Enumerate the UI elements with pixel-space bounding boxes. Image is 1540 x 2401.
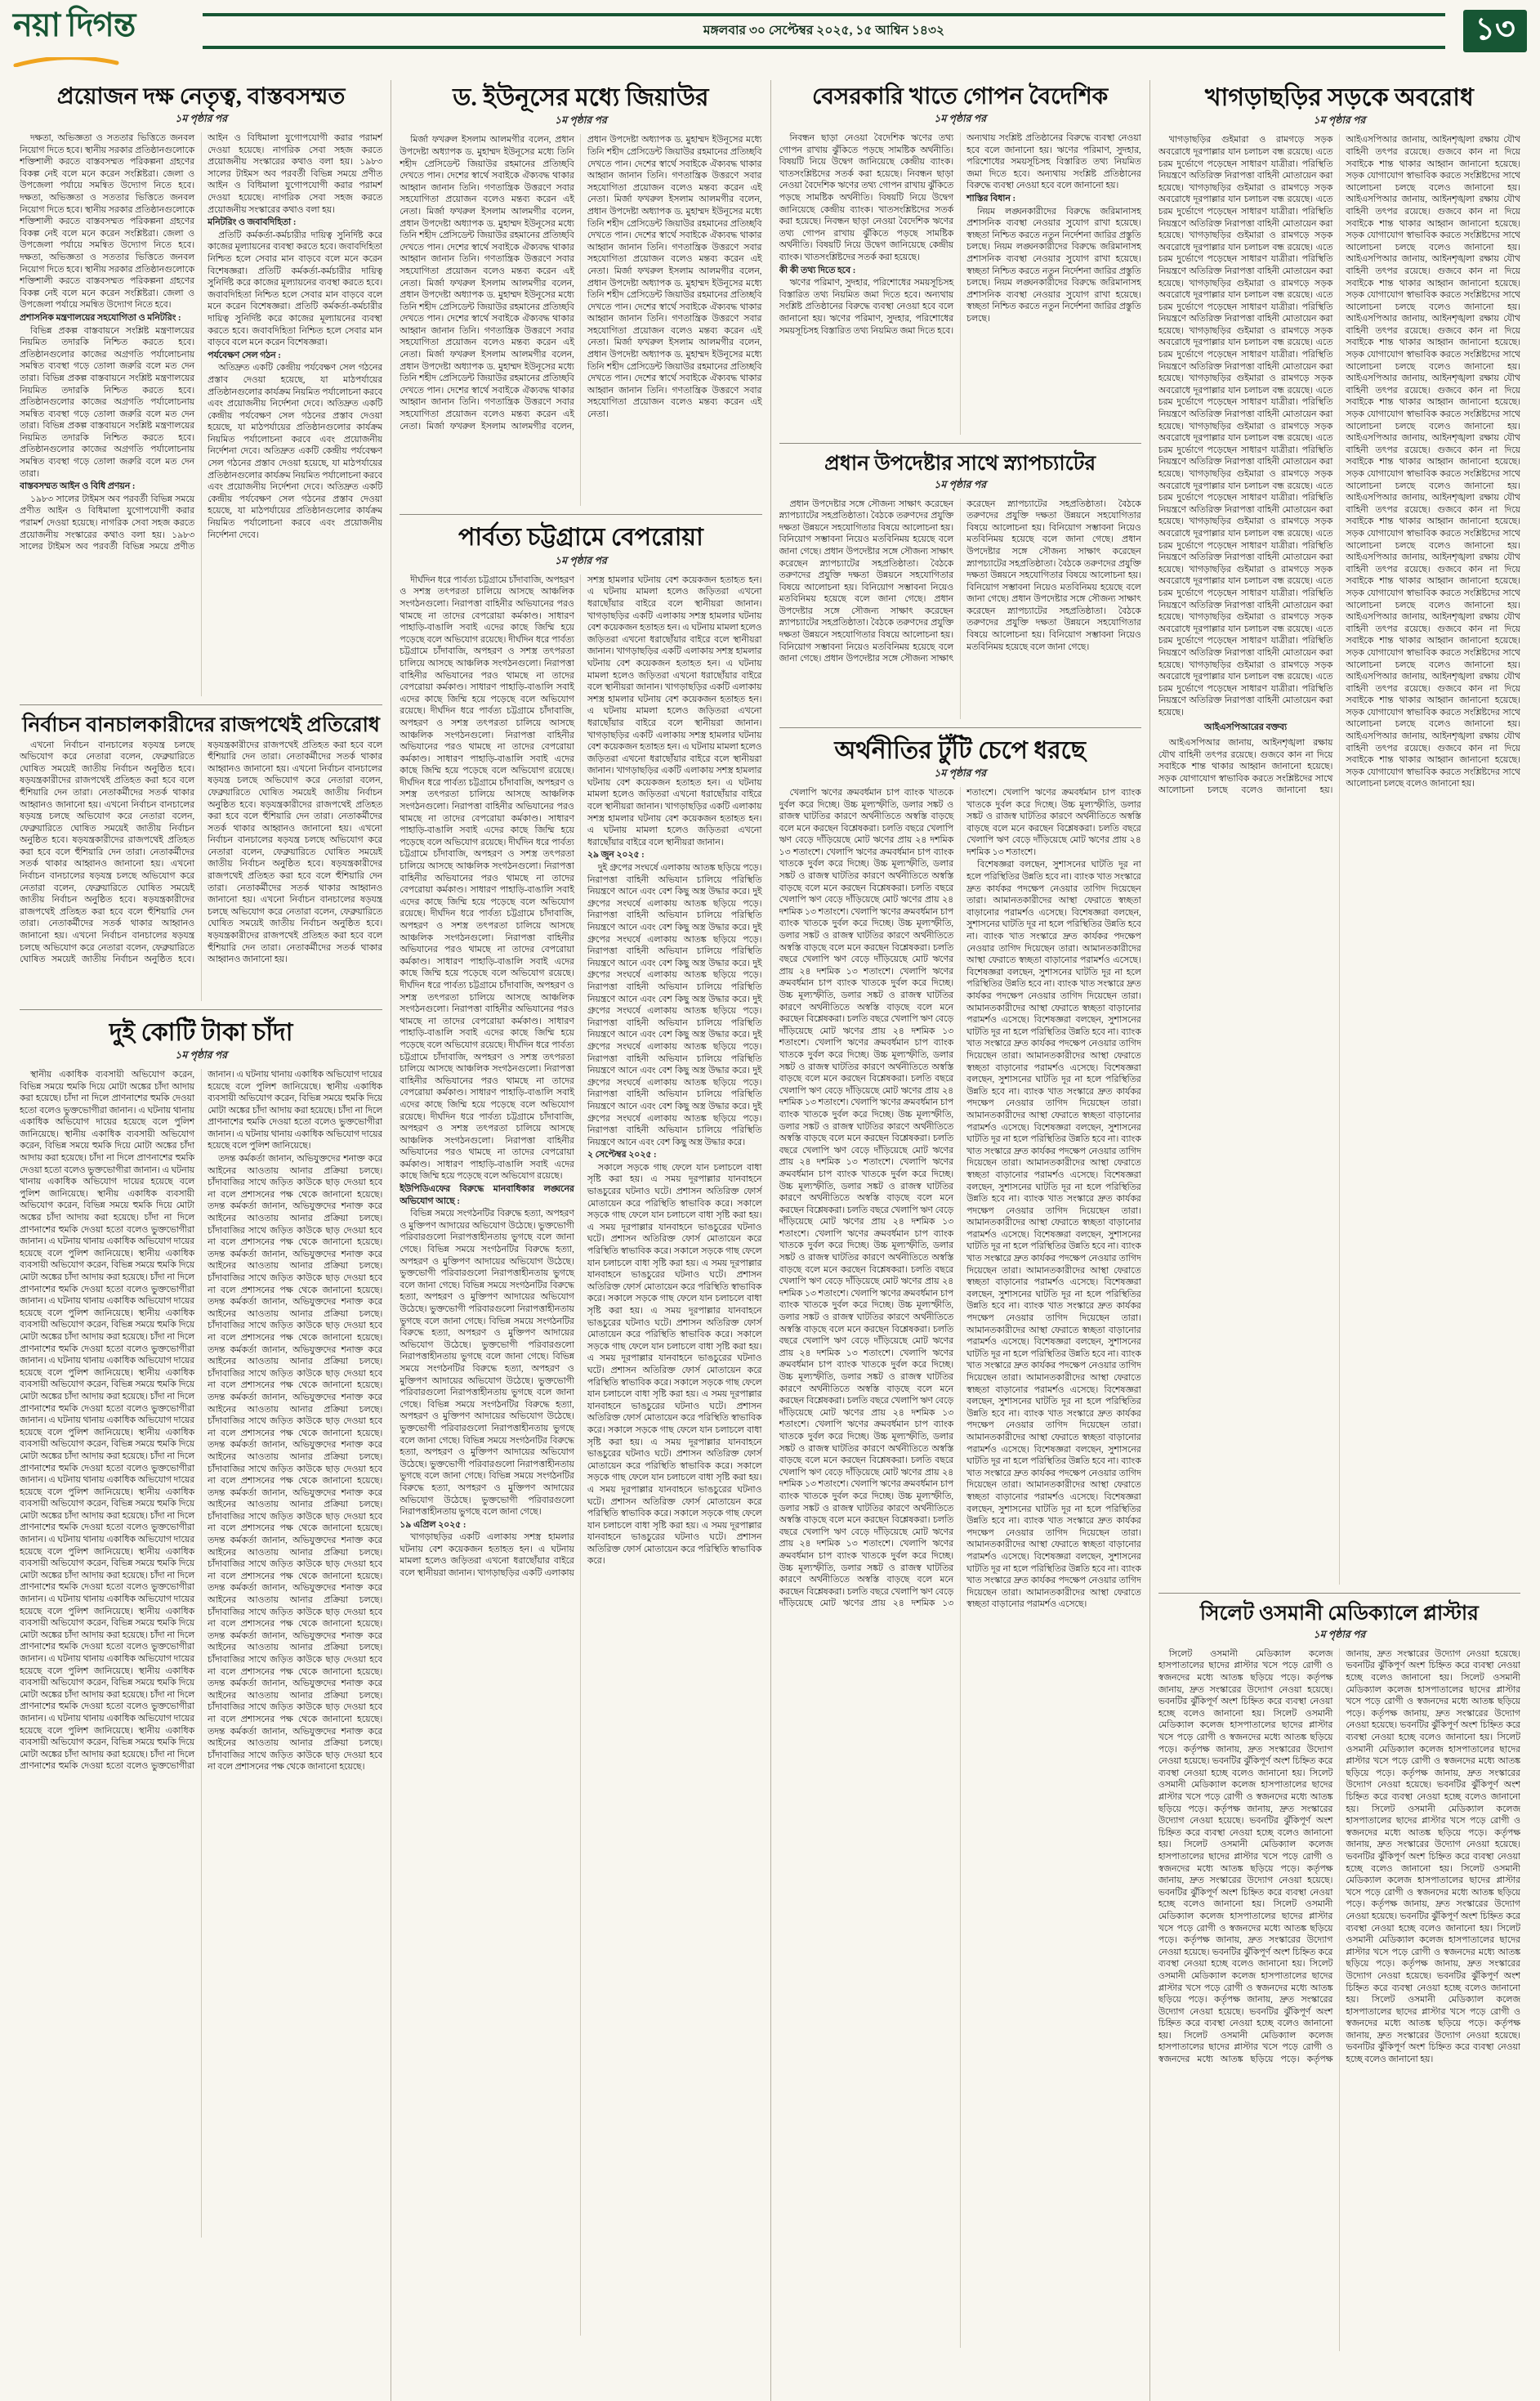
body-paragraph: আইএসপিআর জানায়, আইনশৃঙ্খলা রক্ষায় যৌথ বাহিনী তৎপর রয়েছে। গুজবে কান না দিয়ে সবাইকে শান্ত থাকার আহ্বান জানানো হয়েছে। সড়ক যোগাযোগ স্বাভাবিক করতে সংশ্লিষ্টদের সাথে আলোচনা চলছে বলেও জানানো হয়। আইএসপিআর জানায়, আইনশৃঙ্খলা রক্ষায় যৌথ বাহিনী তৎপর রয়েছে। গুজবে কান না দিয়ে সবাইকে শান্ত থাকার আহ্বান জানানো হয়েছে। সড়ক যোগাযোগ স্বাভাবিক করতে সংশ্লিষ্টদের সাথে আলোচনা চলছে বলেও জানানো হয়। আইএসপিআর জানায়, আইনশৃঙ্খলা রক্ষায় যৌথ বাহিনী তৎপর রয়েছে। গুজবে কান না দিয়ে সবাইকে শান্ত থাকার আহ্বান জানানো হয়েছে। সড়ক যোগাযোগ স্বাভাবিক করতে সংশ্লিষ্টদের সাথে আলোচনা চলছে বলেও জানানো হয়। আইএসপিআর জানায়, আইনশৃঙ্খলা রক্ষায় যৌথ বাহিনী তৎপর রয়েছে। গুজবে কান না দিয়ে সবাইকে শান্ত থাকার আহ্বান জানানো হয়েছে। সড়ক যোগাযোগ স্বাভাবিক করতে সংশ্লিষ্টদের সাথে আলোচনা চলছে বলেও জানানো হয়। আইএসপিআর জানায়, আইনশৃঙ্খলা রক্ষায় যৌথ বাহিনী তৎপর রয়েছে। গুজবে কান না দিয়ে সবাইকে শান্ত থাকার আহ্বান জানানো হয়েছে। সড়ক যোগাযোগ স্বাভাবিক করতে সংশ্লিষ্টদের সাথে আলোচনা চলছে বলেও জানানো হয়। আইএসপিআর জানায়, আইনশৃঙ্খলা রক্ষায় যৌথ বাহিনী তৎপর রয়েছে। গুজবে কান না দিয়ে সবাইকে শান্ত থাকার আহ্বান জানানো হয়েছে। সড়ক যোগাযোগ স্বাভাবিক করতে সংশ্লিষ্টদের সাথে আলোচনা চলছে বলেও জানানো হয়। আইএসপিআর জানায়, আইনশৃঙ্খলা রক্ষায় যৌথ বাহিনী তৎপর রয়েছে। গুজবে কান না দিয়ে সবাইকে শান্ত থাকার আহ্বান জানানো হয়েছে। সড়ক যোগাযোগ স্বাভাবিক করতে সংশ্লিষ্টদের সাথে আলোচনা চলছে বলেও জানানো হয়। আইএসপিআর জানায়, আইনশৃঙ্খলা রক্ষায় যৌথ বাহিনী তৎপর রয়েছে। গুজবে কান না দিয়ে সবাইকে শান্ত থাকার আহ্বান জানানো হয়েছে। সড়ক যোগাযোগ স্বাভাবিক করতে সংশ্লিষ্টদের সাথে আলোচনা চলছে বলেও জানানো হয়। আইএসপিআর জানায়, আইনশৃঙ্খলা রক্ষায় যৌথ বাহিনী তৎপর রয়েছে। গুজবে কান না দিয়ে সবাইকে শান্ত থাকার আহ্বান জানানো হয়েছে। সড়ক যোগাযোগ স্বাভাবিক করতে সংশ্লিষ্টদের সাথে আলোচনা চলছে বলেও জানানো হয়। আইএসপিআর জানায়, আইনশৃঙ্খলা রক্ষায় যৌথ বাহিনী তৎপর রয়েছে। গুজবে কান না দিয়ে সবাইকে শান্ত থাকার আহ্বান জানানো হয়েছে। সড়ক যোগাযোগ স্বাভাবিক করতে সংশ্লিষ্টদের সাথে আলোচনা চলছে বলেও জানানো হয়। আইএসপিআর জানায়, আইনশৃঙ্খলা রক্ষায় যৌথ বাহিনী তৎপর রয়েছে। গুজবে কান না দিয়ে সবাইকে শান্ত থাকার আহ্বান জানানো হয়েছে। সড়ক যোগাযোগ স্বাভাবিক করতে সংশ্লিষ্টদের সাথে আলোচনা চলছে বলেও জানানো হয়। আইএসপিআর জানায়, আইনশৃঙ্খলা রক্ষায় যৌথ বাহিনী তৎপর রয়েছে। গুজবে কান না দিয়ে সবাইকে শান্ত থাকার আহ্বান জানানো হয়েছে। সড়ক যোগাযোগ স্বাভাবিক করতে সংশ্লিষ্টদের সাথে আলোচনা চলছে বলেও জানানো হয়। <box>1158 135 1520 796</box>
continuation-note: ১ম পৃষ্ঠার পর <box>554 554 607 566</box>
dateline-bar <box>203 13 1445 49</box>
body-subhead: ২ সেপ্টেম্বর ২০২৫ : <box>587 1150 657 1160</box>
article-body <box>20 132 382 696</box>
column-group-1 <box>11 80 391 2401</box>
body-paragraph: সিলেট ওসমানী মেডিক্যাল কলেজ হাসপাতালের ছাদের প্লাস্টার খসে পড়ে রোগী ও স্বজনদের মধ্যে আতঙ্ক ছড়িয়ে পড়ে। কর্তৃপক্ষ জানায়, দ্রুত সংস্কারের উদ্যোগ নেওয়া হয়েছে। ভবনটির ঝুঁকিপূর্ণ অংশ চিহ্নিত করে ব্যবস্থা নেওয়া হচ্ছে বলেও জানানো হয়। সিলেট ওসমানী মেডিক্যাল কলেজ হাসপাতালের ছাদের প্লাস্টার খসে পড়ে রোগী ও স্বজনদের মধ্যে আতঙ্ক ছড়িয়ে পড়ে। কর্তৃপক্ষ জানায়, দ্রুত সংস্কারের উদ্যোগ নেওয়া হয়েছে। ভবনটির ঝুঁকিপূর্ণ অংশ চিহ্নিত করে ব্যবস্থা নেওয়া হচ্ছে বলেও জানানো হয়। সিলেট ওসমানী মেডিক্যাল কলেজ হাসপাতালের ছাদের প্লাস্টার খসে পড়ে রোগী ও স্বজনদের মধ্যে আতঙ্ক ছড়িয়ে পড়ে। কর্তৃপক্ষ জানায়, দ্রুত সংস্কারের উদ্যোগ নেওয়া হয়েছে। ভবনটির ঝুঁকিপূর্ণ অংশ চিহ্নিত করে ব্যবস্থা নেওয়া হচ্ছে বলেও জানানো হয়। সিলেট ওসমানী মেডিক্যাল কলেজ হাসপাতালের ছাদের প্লাস্টার খসে পড়ে রোগী ও স্বজনদের মধ্যে আতঙ্ক ছড়িয়ে পড়ে। কর্তৃপক্ষ জানায়, দ্রুত সংস্কারের উদ্যোগ নেওয়া হয়েছে। ভবনটির ঝুঁকিপূর্ণ অংশ চিহ্নিত করে ব্যবস্থা নেওয়া হচ্ছে বলেও জানানো হয়। সিলেট ওসমানী মেডিক্যাল কলেজ হাসপাতালের ছাদের প্লাস্টার খসে পড়ে রোগী ও স্বজনদের মধ্যে আতঙ্ক ছড়িয়ে পড়ে। কর্তৃপক্ষ জানায়, দ্রুত সংস্কারের উদ্যোগ নেওয়া হয়েছে। ভবনটির ঝুঁকিপূর্ণ অংশ চিহ্নিত করে ব্যবস্থা নেওয়া হচ্ছে বলেও জানানো হয়। সিলেট ওসমানী মেডিক্যাল কলেজ হাসপাতালের ছাদের প্লাস্টার খসে পড়ে রোগী ও স্বজনদের মধ্যে আতঙ্ক ছড়িয়ে পড়ে। কর্তৃপক্ষ জানায়, দ্রুত সংস্কারের উদ্যোগ নেওয়া হয়েছে। ভবনটির ঝুঁকিপূর্ণ অংশ চিহ্নিত করে ব্যবস্থা নেওয়া হচ্ছে বলেও জানানো হয়। সিলেট ওসমানী মেডিক্যাল কলেজ হাসপাতালের ছাদের প্লাস্টার খসে পড়ে রোগী ও স্বজনদের মধ্যে আতঙ্ক ছড়িয়ে পড়ে। কর্তৃপক্ষ জানায়, দ্রুত সংস্কারের উদ্যোগ নেওয়া হয়েছে। ভবনটির ঝুঁকিপূর্ণ অংশ চিহ্নিত করে ব্যবস্থা নেওয়া হচ্ছে বলেও জানানো হয়। সিলেট ওসমানী মেডিক্যাল কলেজ হাসপাতালের ছাদের প্লাস্টার খসে পড়ে রোগী ও স্বজনদের মধ্যে আতঙ্ক ছড়িয়ে পড়ে। কর্তৃপক্ষ জানায়, দ্রুত সংস্কারের উদ্যোগ নেওয়া হয়েছে। ভবনটির ঝুঁকিপূর্ণ অংশ চিহ্নিত করে ব্যবস্থা নেওয়া হচ্ছে বলেও জানানো হয়। সিলেট ওসমানী মেডিক্যাল কলেজ হাসপাতালের ছাদের প্লাস্টার খসে পড়ে রোগী ও স্বজনদের মধ্যে আতঙ্ক ছড়িয়ে পড়ে। কর্তৃপক্ষ জানায়, দ্রুত সংস্কারের উদ্যোগ নেওয়া হয়েছে। ভবনটির ঝুঁকিপূর্ণ অংশ চিহ্নিত করে ব্যবস্থা নেওয়া হচ্ছে বলেও জানানো হয়। সিলেট ওসমানী মেডিক্যাল কলেজ হাসপাতালের ছাদের প্লাস্টার খসে পড়ে রোগী ও স্বজনদের মধ্যে আতঙ্ক ছড়িয়ে পড়ে। কর্তৃপক্ষ জানায়, দ্রুত সংস্কারের উদ্যোগ নেওয়া হয়েছে। ভবনটির ঝুঁকিপূর্ণ অংশ চিহ্নিত করে ব্যবস্থা নেওয়া হচ্ছে বলেও জানানো হয়। সিলেট ওসমানী মেডিক্যাল কলেজ হাসপাতালের ছাদের প্লাস্টার খসে পড়ে রোগী ও স্বজনদের মধ্যে আতঙ্ক ছড়িয়ে পড়ে। কর্তৃপক্ষ জানায়, দ্রুত সংস্কারের উদ্যোগ নেওয়া হয়েছে। ভবনটির ঝুঁকিপূর্ণ অংশ চিহ্নিত করে ব্যবস্থা নেওয়া হচ্ছে বলেও জানানো হয়। সিলেট ওসমানী মেডিক্যাল কলেজ হাসপাতালের ছাদের প্লাস্টার খসে পড়ে রোগী ও স্বজনদের মধ্যে আতঙ্ক ছড়িয়ে পড়ে। কর্তৃপক্ষ জানায়, দ্রুত সংস্কারের উদ্যোগ নেওয়া হয়েছে। ভবনটির ঝুঁকিপূর্ণ অংশ চিহ্নিত করে ব্যবস্থা নেওয়া হচ্ছে বলেও জানানো হয়। সিলেট ওসমানী মেডিক্যাল কলেজ হাসপাতালের ছাদের প্লাস্টার খসে পড়ে রোগী ও স্বজনদের মধ্যে আতঙ্ক ছড়িয়ে পড়ে। কর্তৃপক্ষ জানায়, দ্রুত সংস্কারের উদ্যোগ নেওয়া হয়েছে। ভবনটির ঝুঁকিপূর্ণ অংশ চিহ্নিত করে ব্যবস্থা নেওয়া হচ্ছে বলেও জানানো হয়। <box>1158 1648 1520 2065</box>
headline: খাগড়াছড়ির সড়কে অবরোধ <box>1204 84 1474 111</box>
headline: পার্বত্য চট্টগ্রামে বেপরোয়া <box>458 524 703 552</box>
article-body <box>20 740 382 1001</box>
body-paragraph: খাগড়াছড়ির গুইমারা ও রামগড়ে সড়ক অবরোধে দূরপাল্লার যান চলাচল বন্ধ রয়েছে। এতে চরম দুর্ভোগে পড়েছেন সাধারণ যাত্রীরা। পরিস্থিতি নিয়ন্ত্রণে অতিরিক্ত নিরাপত্তা বাহিনী মোতায়েন করা হয়েছে। খাগড়াছড়ির গুইমারা ও রামগড়ে সড়ক অবরোধে দূরপাল্লার যান চলাচল বন্ধ রয়েছে। এতে চরম দুর্ভোগে পড়েছেন সাধারণ যাত্রীরা। পরিস্থিতি নিয়ন্ত্রণে অতিরিক্ত নিরাপত্তা বাহিনী মোতায়েন করা হয়েছে। খাগড়াছড়ির গুইমারা ও রামগড়ে সড়ক অবরোধে দূরপাল্লার যান চলাচল বন্ধ রয়েছে। এতে চরম দুর্ভোগে পড়েছেন সাধারণ যাত্রীরা। পরিস্থিতি নিয়ন্ত্রণে অতিরিক্ত নিরাপত্তা বাহিনী মোতায়েন করা হয়েছে। খাগড়াছড়ির গুইমারা ও রামগড়ে সড়ক অবরোধে দূরপাল্লার যান চলাচল বন্ধ রয়েছে। এতে চরম দুর্ভোগে পড়েছেন সাধারণ যাত্রীরা। পরিস্থিতি নিয়ন্ত্রণে অতিরিক্ত নিরাপত্তা বাহিনী মোতায়েন করা হয়েছে। খাগড়াছড়ির গুইমারা ও রামগড়ে সড়ক অবরোধে দূরপাল্লার যান চলাচল বন্ধ রয়েছে। এতে চরম দুর্ভোগে পড়েছেন সাধারণ যাত্রীরা। পরিস্থিতি নিয়ন্ত্রণে অতিরিক্ত নিরাপত্তা বাহিনী মোতায়েন করা হয়েছে। খাগড়াছড়ির গুইমারা ও রামগড়ে সড়ক অবরোধে দূরপাল্লার যান চলাচল বন্ধ রয়েছে। এতে চরম দুর্ভোগে পড়েছেন সাধারণ যাত্রীরা। পরিস্থিতি নিয়ন্ত্রণে অতিরিক্ত নিরাপত্তা বাহিনী মোতায়েন করা হয়েছে। খাগড়াছড়ির গুইমারা ও রামগড়ে সড়ক অবরোধে দূরপাল্লার যান চলাচল বন্ধ রয়েছে। এতে চরম দুর্ভোগে পড়েছেন সাধারণ যাত্রীরা। পরিস্থিতি নিয়ন্ত্রণে অতিরিক্ত নিরাপত্তা বাহিনী মোতায়েন করা হয়েছে। খাগড়াছড়ির গুইমারা ও রামগড়ে সড়ক অবরোধে দূরপাল্লার যান চলাচল বন্ধ রয়েছে। এতে চরম দুর্ভোগে পড়েছেন সাধারণ যাত্রীরা। পরিস্থিতি নিয়ন্ত্রণে অতিরিক্ত নিরাপত্তা বাহিনী মোতায়েন করা হয়েছে। খাগড়াছড়ির গুইমারা ও রামগড়ে সড়ক অবরোধে দূরপাল্লার যান চলাচল বন্ধ রয়েছে। এতে চরম দুর্ভোগে পড়েছেন সাধারণ যাত্রীরা। পরিস্থিতি নিয়ন্ত্রণে অতিরিক্ত নিরাপত্তা বাহিনী মোতায়েন করা হয়েছে। খাগড়াছড়ির গুইমারা ও রামগড়ে সড়ক অবরোধে দূরপাল্লার যান চলাচল বন্ধ রয়েছে। এতে চরম দুর্ভোগে পড়েছেন সাধারণ যাত্রীরা। পরিস্থিতি নিয়ন্ত্রণে অতিরিক্ত নিরাপত্তা বাহিনী মোতায়েন করা হয়েছে। খাগড়াছড়ির গুইমারা ও রামগড়ে সড়ক অবরোধে দূরপাল্লার যান চলাচল বন্ধ রয়েছে। এতে চরম দুর্ভোগে পড়েছেন সাধারণ যাত্রীরা। পরিস্থিতি নিয়ন্ত্রণে অতিরিক্ত নিরাপত্তা বাহিনী মোতায়েন করা হয়েছে। খাগড়াছড়ির গুইমারা ও রামগড়ে সড়ক অবরোধে দূরপাল্লার যান চলাচল বন্ধ রয়েছে। এতে চরম দুর্ভোগে পড়েছেন সাধারণ যাত্রীরা। পরিস্থিতি নিয়ন্ত্রণে অতিরিক্ত নিরাপত্তা বাহিনী মোতায়েন করা হয়েছে। <box>1158 135 1333 718</box>
body-paragraph: দীর্ঘদিন ধরে পার্বত্য চট্টগ্রামে চাঁদাবাজি, অপহরণ ও সশস্ত্র তৎপরতা চালিয়ে আসছে আঞ্চলিক সংগঠনগুলো। নিরাপত্তা বাহিনীর অভিযানের পরও থামছে না তাদের বেপরোয়া কর্মকাণ্ড। সাধারণ পাহাড়ি-বাঙালি সবাই এদের কাছে জিম্মি হয়ে পড়েছে বলে অভিযোগ রয়েছে। দীর্ঘদিন ধরে পার্বত্য চট্টগ্রামে চাঁদাবাজি, অপহরণ ও সশস্ত্র তৎপরতা চালিয়ে আসছে আঞ্চলিক সংগঠনগুলো। নিরাপত্তা বাহিনীর অভিযানের পরও থামছে না তাদের বেপরোয়া কর্মকাণ্ড। সাধারণ পাহাড়ি-বাঙালি সবাই এদের কাছে জিম্মি হয়ে পড়েছে বলে অভিযোগ রয়েছে। দীর্ঘদিন ধরে পার্বত্য চট্টগ্রামে চাঁদাবাজি, অপহরণ ও সশস্ত্র তৎপরতা চালিয়ে আসছে আঞ্চলিক সংগঠনগুলো। নিরাপত্তা বাহিনীর অভিযানের পরও থামছে না তাদের বেপরোয়া কর্মকাণ্ড। সাধারণ পাহাড়ি-বাঙালি সবাই এদের কাছে জিম্মি হয়ে পড়েছে বলে অভিযোগ রয়েছে। দীর্ঘদিন ধরে পার্বত্য চট্টগ্রামে চাঁদাবাজি, অপহরণ ও সশস্ত্র তৎপরতা চালিয়ে আসছে আঞ্চলিক সংগঠনগুলো। নিরাপত্তা বাহিনীর অভিযানের পরও থামছে না তাদের বেপরোয়া কর্মকাণ্ড। সাধারণ পাহাড়ি-বাঙালি সবাই এদের কাছে জিম্মি হয়ে পড়েছে বলে অভিযোগ রয়েছে। দীর্ঘদিন ধরে পার্বত্য চট্টগ্রামে চাঁদাবাজি, অপহরণ ও সশস্ত্র তৎপরতা চালিয়ে আসছে আঞ্চলিক সংগঠনগুলো। নিরাপত্তা বাহিনীর অভিযানের পরও থামছে না তাদের বেপরোয়া কর্মকাণ্ড। সাধারণ পাহাড়ি-বাঙালি সবাই এদের কাছে জিম্মি হয়ে পড়েছে বলে অভিযোগ রয়েছে। দীর্ঘদিন ধরে পার্বত্য চট্টগ্রামে চাঁদাবাজি, অপহরণ ও সশস্ত্র তৎপরতা চালিয়ে আসছে আঞ্চলিক সংগঠনগুলো। নিরাপত্তা বাহিনীর অভিযানের পরও থামছে না তাদের বেপরোয়া কর্মকাণ্ড। সাধারণ পাহাড়ি-বাঙালি সবাই এদের কাছে জিম্মি হয়ে পড়েছে বলে অভিযোগ রয়েছে। দীর্ঘদিন ধরে পার্বত্য চট্টগ্রামে চাঁদাবাজি, অপহরণ ও সশস্ত্র তৎপরতা চালিয়ে আসছে আঞ্চলিক সংগঠনগুলো। নিরাপত্তা বাহিনীর অভিযানের পরও থামছে না তাদের বেপরোয়া কর্মকাণ্ড। সাধারণ পাহাড়ি-বাঙালি সবাই এদের কাছে জিম্মি হয়ে পড়েছে বলে অভিযোগ রয়েছে। দীর্ঘদিন ধরে পার্বত্য চট্টগ্রামে চাঁদাবাজি, অপহরণ ও সশস্ত্র তৎপরতা চালিয়ে আসছে আঞ্চলিক সংগঠনগুলো। নিরাপত্তা বাহিনীর অভিযানের পরও থামছে না তাদের বেপরোয়া কর্মকাণ্ড। সাধারণ পাহাড়ি-বাঙালি সবাই এদের কাছে জিম্মি হয়ে পড়েছে বলে অভিযোগ রয়েছে। দীর্ঘদিন ধরে পার্বত্য চট্টগ্রামে চাঁদাবাজি, অপহরণ ও সশস্ত্র তৎপরতা চালিয়ে আসছে আঞ্চলিক সংগঠনগুলো। নিরাপত্তা বাহিনীর অভিযানের পরও থামছে না তাদের বেপরোয়া কর্মকাণ্ড। সাধারণ পাহাড়ি-বাঙালি সবাই এদের কাছে জিম্মি হয়ে পড়েছে বলে অভিযোগ রয়েছে। <box>400 575 574 1182</box>
body-paragraph: মির্জা ফখরুল ইসলাম আলমগীর বলেন, প্রধান উপদেষ্টা অধ্যাপক ড. মুহাম্মদ ইউনূসের মধ্যে তিনি শহীদ প্রেসিডেন্ট জিয়াউর রহমানের প্রতিচ্ছবি দেখতে পান। দেশের স্বার্থে সবাইকে ঐক্যবদ্ধ থাকার আহ্বান জানান তিনি। গণতান্ত্রিক উত্তরণে সবার সহযোগিতা প্রয়োজন বলেও মন্তব্য করেন এই নেতা। মির্জা ফখরুল ইসলাম আলমগীর বলেন, প্রধান উপদেষ্টা অধ্যাপক ড. মুহাম্মদ ইউনূসের মধ্যে তিনি শহীদ প্রেসিডেন্ট জিয়াউর রহমানের প্রতিচ্ছবি দেখতে পান। দেশের স্বার্থে সবাইকে ঐক্যবদ্ধ থাকার আহ্বান জানান তিনি। গণতান্ত্রিক উত্তরণে সবার সহযোগিতা প্রয়োজন বলেও মন্তব্য করেন এই নেতা। মির্জা ফখরুল ইসলাম আলমগীর বলেন, প্রধান উপদেষ্টা অধ্যাপক ড. মুহাম্মদ ইউনূসের মধ্যে তিনি শহীদ প্রেসিডেন্ট জিয়াউর রহমানের প্রতিচ্ছবি দেখতে পান। দেশের স্বার্থে সবাইকে ঐক্যবদ্ধ থাকার আহ্বান জানান তিনি। গণতান্ত্রিক উত্তরণে সবার সহযোগিতা প্রয়োজন বলেও মন্তব্য করেন এই নেতা। মির্জা ফখরুল ইসলাম আলমগীর বলেন, প্রধান উপদেষ্টা অধ্যাপক ড. মুহাম্মদ ইউনূসের মধ্যে তিনি শহীদ প্রেসিডেন্ট জিয়াউর রহমানের প্রতিচ্ছবি দেখতে পান। দেশের স্বার্থে সবাইকে ঐক্যবদ্ধ থাকার আহ্বান জানান তিনি। গণতান্ত্রিক উত্তরণে সবার সহযোগিতা প্রয়োজন বলেও মন্তব্য করেন এই নেতা। মির্জা ফখরুল ইসলাম আলমগীর বলেন, প্রধান উপদেষ্টা অধ্যাপক ড. মুহাম্মদ ইউনূসের মধ্যে তিনি শহীদ প্রেসিডেন্ট জিয়াউর রহমানের প্রতিচ্ছবি দেখতে পান। দেশের স্বার্থে সবাইকে ঐক্যবদ্ধ থাকার আহ্বান জানান তিনি। গণতান্ত্রিক উত্তরণে সবার সহযোগিতা প্রয়োজন বলেও মন্তব্য করেন এই নেতা। মির্জা ফখরুল ইসলাম আলমগীর বলেন, প্রধান উপদেষ্টা অধ্যাপক ড. মুহাম্মদ ইউনূসের মধ্যে তিনি শহীদ প্রেসিডেন্ট জিয়াউর রহমানের প্রতিচ্ছবি দেখতে পান। দেশের স্বার্থে সবাইকে ঐক্যবদ্ধ থাকার আহ্বান জানান তিনি। গণতান্ত্রিক উত্তরণে সবার সহযোগিতা প্রয়োজন বলেও মন্তব্য করেন এই নেতা। মির্জা ফখরুল ইসলাম আলমগীর বলেন, প্রধান উপদেষ্টা অধ্যাপক ড. মুহাম্মদ ইউনূসের মধ্যে তিনি শহীদ প্রেসিডেন্ট জিয়াউর রহমানের প্রতিচ্ছবি দেখতে পান। দেশের স্বার্থে সবাইকে ঐক্যবদ্ধ থাকার আহ্বান জানান তিনি। গণতান্ত্রিক উত্তরণে সবার সহযোগিতা প্রয়োজন বলেও মন্তব্য করেন এই নেতা। মির্জা ফখরুল ইসলাম আলমগীর বলেন, প্রধান উপদেষ্টা অধ্যাপক ড. মুহাম্মদ ইউনূসের মধ্যে তিনি শহীদ প্রেসিডেন্ট জিয়াউর রহমানের প্রতিচ্ছবি দেখতে পান। দেশের স্বার্থে সবাইকে ঐক্যবদ্ধ থাকার আহ্বান জানান তিনি। গণতান্ত্রিক উত্তরণে সবার সহযোগিতা প্রয়োজন বলেও মন্তব্য করেন এই নেতা। <box>400 135 762 431</box>
article-chittagong-hill <box>400 514 761 2335</box>
article-body <box>1158 134 1520 1585</box>
body-paragraph: বিভিন্ন প্রকল্প বাস্তবায়নে সংশ্লিষ্ট মন্ত্রণালয়ের নিয়মিত তদারকি নিশ্চিত করতে হবে। প্রতিষ্ঠানগুলোর কাজের অগ্রগতি পর্যালোচনায় সমন্বিত ব্যবস্থা গড়ে তোলা জরুরি বলে মত দেন তারা। বিভিন্ন প্রকল্প বাস্তবায়নে সংশ্লিষ্ট মন্ত্রণালয়ের নিয়মিত তদারকি নিশ্চিত করতে হবে। প্রতিষ্ঠানগুলোর কাজের অগ্রগতি পর্যালোচনায় সমন্বিত ব্যবস্থা গড়ে তোলা জরুরি বলে মত দেন তারা। বিভিন্ন প্রকল্প বাস্তবায়নে সংশ্লিষ্ট মন্ত্রণালয়ের নিয়মিত তদারকি নিশ্চিত করতে হবে। প্রতিষ্ঠানগুলোর কাজের অগ্রগতি পর্যালোচনায় সমন্বিত ব্যবস্থা গড়ে তোলা জরুরি বলে মত দেন তারা। <box>20 325 195 479</box>
continuation-note: ১ম পৃষ্ঠার পর <box>934 113 987 125</box>
body-subhead: পর্যবেক্ষণ সেল গঠন : <box>208 350 281 360</box>
column-group-2 <box>391 80 770 2401</box>
body-paragraph: খাগড়াছড়ির একটি এলাকায় সশস্ত্র হামলার ঘটনায় বেশ কয়েকজন হতাহত হন। এ ঘটনায় মামলা হলেও জড়িতরা এখনো ধরাছোঁয়ার বাইরে বলে স্থানীয়রা জানান। খাগড়াছড়ির একটি এলাকায় সশস্ত্র হামলার ঘটনায় বেশ কয়েকজন হতাহত হন। এ ঘটনায় মামলা হলেও জড়িতরা এখনো ধরাছোঁয়ার বাইরে বলে স্থানীয়রা জানান। খাগড়াছড়ির একটি এলাকায় সশস্ত্র হামলার ঘটনায় বেশ কয়েকজন হতাহত হন। এ ঘটনায় মামলা হলেও জড়িতরা এখনো ধরাছোঁয়ার বাইরে বলে স্থানীয়রা জানান। খাগড়াছড়ির একটি এলাকায় সশস্ত্র হামলার ঘটনায় বেশ কয়েকজন হতাহত হন। এ ঘটনায় মামলা হলেও জড়িতরা এখনো ধরাছোঁয়ার বাইরে বলে স্থানীয়রা জানান। খাগড়াছড়ির একটি এলাকায় সশস্ত্র হামলার ঘটনায় বেশ কয়েকজন হতাহত হন। এ ঘটনায় মামলা হলেও জড়িতরা এখনো ধরাছোঁয়ার বাইরে বলে স্থানীয়রা জানান। খাগড়াছড়ির একটি এলাকায় সশস্ত্র হামলার ঘটনায় বেশ কয়েকজন হতাহত হন। এ ঘটনায় মামলা হলেও জড়িতরা এখনো ধরাছোঁয়ার বাইরে বলে স্থানীয়রা জানান। খাগড়াছড়ির একটি এলাকায় সশস্ত্র হামলার ঘটনায় বেশ কয়েকজন হতাহত হন। এ ঘটনায় মামলা হলেও জড়িতরা এখনো ধরাছোঁয়ার বাইরে বলে স্থানীয়রা জানান। খাগড়াছড়ির একটি এলাকায় সশস্ত্র হামলার ঘটনায় বেশ কয়েকজন হতাহত হন। এ ঘটনায় মামলা হলেও জড়িতরা এখনো ধরাছোঁয়ার বাইরে বলে স্থানীয়রা জানান। <box>400 575 762 1579</box>
column-group-3 <box>770 80 1149 2401</box>
continuation-note: ১ম পৃষ্ঠার পর <box>934 478 987 490</box>
body-paragraph: স্থানীয় একাধিক ব্যবসায়ী অভিযোগ করেন, বিভিন্ন সময়ে হুমকি দিয়ে মোটা অঙ্কের চাঁদা আদায় করা হয়েছে। চাঁদা না দিলে প্রাণনাশের হুমকি দেওয়া হতো বলেও ভুক্তভোগীরা জানান। এ ঘটনায় থানায় একাধিক অভিযোগ দায়ের হয়েছে বলে পুলিশ জানিয়েছে। স্থানীয় একাধিক ব্যবসায়ী অভিযোগ করেন, বিভিন্ন সময়ে হুমকি দিয়ে মোটা অঙ্কের চাঁদা আদায় করা হয়েছে। চাঁদা না দিলে প্রাণনাশের হুমকি দেওয়া হতো বলেও ভুক্তভোগীরা জানান। এ ঘটনায় থানায় একাধিক অভিযোগ দায়ের হয়েছে বলে পুলিশ জানিয়েছে। স্থানীয় একাধিক ব্যবসায়ী অভিযোগ করেন, বিভিন্ন সময়ে হুমকি দিয়ে মোটা অঙ্কের চাঁদা আদায় করা হয়েছে। চাঁদা না দিলে প্রাণনাশের হুমকি দেওয়া হতো বলেও ভুক্তভোগীরা জানান। এ ঘটনায় থানায় একাধিক অভিযোগ দায়ের হয়েছে বলে পুলিশ জানিয়েছে। স্থানীয় একাধিক ব্যবসায়ী অভিযোগ করেন, বিভিন্ন সময়ে হুমকি দিয়ে মোটা অঙ্কের চাঁদা আদায় করা হয়েছে। চাঁদা না দিলে প্রাণনাশের হুমকি দেওয়া হতো বলেও ভুক্তভোগীরা জানান। এ ঘটনায় থানায় একাধিক অভিযোগ দায়ের হয়েছে বলে পুলিশ জানিয়েছে। স্থানীয় একাধিক ব্যবসায়ী অভিযোগ করেন, বিভিন্ন সময়ে হুমকি দিয়ে মোটা অঙ্কের চাঁদা আদায় করা হয়েছে। চাঁদা না দিলে প্রাণনাশের হুমকি দেওয়া হতো বলেও ভুক্তভোগীরা জানান। এ ঘটনায় থানায় একাধিক অভিযোগ দায়ের হয়েছে বলে পুলিশ জানিয়েছে। স্থানীয় একাধিক ব্যবসায়ী অভিযোগ করেন, বিভিন্ন সময়ে হুমকি দিয়ে মোটা অঙ্কের চাঁদা আদায় করা হয়েছে। চাঁদা না দিলে প্রাণনাশের হুমকি দেওয়া হতো বলেও ভুক্তভোগীরা জানান। এ ঘটনায় থানায় একাধিক অভিযোগ দায়ের হয়েছে বলে পুলিশ জানিয়েছে। স্থানীয় একাধিক ব্যবসায়ী অভিযোগ করেন, বিভিন্ন সময়ে হুমকি দিয়ে মোটা অঙ্কের চাঁদা আদায় করা হয়েছে। চাঁদা না দিলে প্রাণনাশের হুমকি দেওয়া হতো বলেও ভুক্তভোগীরা জানান। এ ঘটনায় থানায় একাধিক অভিযোগ দায়ের হয়েছে বলে পুলিশ জানিয়েছে। স্থানীয় একাধিক ব্যবসায়ী অভিযোগ করেন, বিভিন্ন সময়ে হুমকি দিয়ে মোটা অঙ্কের চাঁদা আদায় করা হয়েছে। চাঁদা না দিলে প্রাণনাশের হুমকি দেওয়া হতো বলেও ভুক্তভোগীরা জানান। এ ঘটনায় থানায় একাধিক অভিযোগ দায়ের হয়েছে বলে পুলিশ জানিয়েছে। স্থানীয় একাধিক ব্যবসায়ী অভিযোগ করেন, বিভিন্ন সময়ে হুমকি দিয়ে মোটা অঙ্কের চাঁদা আদায় করা হয়েছে। চাঁদা না দিলে প্রাণনাশের হুমকি দেওয়া হতো বলেও ভুক্তভোগীরা জানান। এ ঘটনায় থানায় একাধিক অভিযোগ দায়ের হয়েছে বলে পুলিশ জানিয়েছে। স্থানীয় একাধিক ব্যবসায়ী অভিযোগ করেন, বিভিন্ন সময়ে হুমকি দিয়ে মোটা অঙ্কের চাঁদা আদায় করা হয়েছে। চাঁদা না দিলে প্রাণনাশের হুমকি দেওয়া হতো বলেও ভুক্তভোগীরা জানান। এ ঘটনায় থানায় একাধিক অভিযোগ দায়ের হয়েছে বলে পুলিশ জানিয়েছে। স্থানীয় একাধিক ব্যবসায়ী অভিযোগ করেন, বিভিন্ন সময়ে হুমকি দিয়ে মোটা অঙ্কের চাঁদা আদায় করা হয়েছে। চাঁদা না দিলে প্রাণনাশের হুমকি দেওয়া হতো বলেও ভুক্তভোগীরা জানান। এ ঘটনায় থানায় একাধিক অভিযোগ দায়ের হয়েছে বলে পুলিশ জানিয়েছে। স্থানীয় একাধিক ব্যবসায়ী অভিযোগ করেন, বিভিন্ন সময়ে হুমকি দিয়ে মোটা অঙ্কের চাঁদা আদায় করা হয়েছে। চাঁদা না দিলে প্রাণনাশের হুমকি দেওয়া হতো বলেও ভুক্তভোগীরা জানান। এ ঘটনায় থানায় একাধিক অভিযোগ দায়ের হয়েছে বলে পুলিশ জানিয়েছে। স্থানীয় একাধিক ব্যবসায়ী অভিযোগ করেন, বিভিন্ন সময়ে হুমকি দিয়ে মোটা অঙ্কের চাঁদা আদায় করা হয়েছে। চাঁদা না দিলে প্রাণনাশের হুমকি দেওয়া হতো বলেও ভুক্তভোগীরা জানান। এ ঘটনায় থানায় একাধিক অভিযোগ দায়ের হয়েছে বলে পুলিশ জানিয়েছে। <box>20 1069 383 1772</box>
continuation-note: ১ম পৃষ্ঠার পর <box>554 114 607 127</box>
body-paragraph: ঋণের পরিমাণ, সুদহার, পরিশোধের সময়সূচিসহ বিস্তারিত তথ্য নিয়মিত জমা দিতে হবে। অন্যথায় সংশ্লিষ্ট প্রতিষ্ঠানের বিরুদ্ধে ব্যবস্থা নেওয়া হবে বলে জানানো হয়। ঋণের পরিমাণ, সুদহার, পরিশোধের সময়সূচিসহ বিস্তারিত তথ্য নিয়মিত জমা দিতে হবে। অন্যথায় সংশ্লিষ্ট প্রতিষ্ঠানের বিরুদ্ধে ব্যবস্থা নেওয়া হবে বলে জানানো হয়। ঋণের পরিমাণ, সুদহার, পরিশোধের সময়সূচিসহ বিস্তারিত তথ্য নিয়মিত জমা দিতে হবে। অন্যথায় সংশ্লিষ্ট প্রতিষ্ঠানের বিরুদ্ধে ব্যবস্থা নেওয়া হবে বলে জানানো হয়। <box>779 133 1141 336</box>
continuation-note: ১ম পৃষ্ঠার পর <box>175 1048 228 1061</box>
body-paragraph: নিয়ম লঙ্ঘনকারীদের বিরুদ্ধে জরিমানাসহ প্রশাসনিক ব্যবস্থা নেওয়ার সুযোগ রাখা হয়েছে। স্বচ্ছতা নিশ্চিত করতে নতুন নির্দেশনা জারির প্রস্তুতি চলছে। নিয়ম লঙ্ঘনকারীদের বিরুদ্ধে জরিমানাসহ প্রশাসনিক ব্যবস্থা নেওয়ার সুযোগ রাখা হয়েছে। স্বচ্ছতা নিশ্চিত করতে নতুন নির্দেশনা জারির প্রস্তুতি চলছে। নিয়ম লঙ্ঘনকারীদের বিরুদ্ধে জরিমানাসহ প্রশাসনিক ব্যবস্থা নেওয়ার সুযোগ রাখা হয়েছে। স্বচ্ছতা নিশ্চিত করতে নতুন নির্দেশনা জারির প্রস্তুতি চলছে। <box>966 206 1141 324</box>
continuation-note: ১ম পৃষ্ঠার পর <box>1313 114 1366 127</box>
headline: অর্থনীতির টুঁটি চেপে ধরছে <box>834 736 1086 764</box>
body-subhead: প্রশাসনিক মন্ত্রণালয়ের সহযোগিতা ও মনিটরিং : <box>20 312 181 323</box>
continuation-note: ১ম পৃষ্ঠার পর <box>175 113 228 125</box>
article-skilled-leadership <box>20 80 382 696</box>
body-subhead: ইউপিডিএফের বিরুদ্ধে মানবাধিকার লঙ্ঘনের অভিযোগ আছে : <box>400 1184 574 1206</box>
masthead <box>0 0 1540 77</box>
headline: প্রয়োজন দক্ষ নেতৃত্ব, বাস্তবসম্মত <box>56 84 346 110</box>
body-paragraph: নিবন্ধন ছাড়া নেওয়া বৈদেশিক ঋণের তথ্য গোপন রাখায় ঝুঁকিতে পড়ছে সামষ্টিক অর্থনীতি। বিষয়টি নিয়ে উদ্বেগ জানিয়েছে কেন্দ্রীয় ব্যাংক। খাতসংশ্লিষ্টদের সতর্ক করা হয়েছে। নিবন্ধন ছাড়া নেওয়া বৈদেশিক ঋণের তথ্য গোপন রাখায় ঝুঁকিতে পড়ছে সামষ্টিক অর্থনীতি। বিষয়টি নিয়ে উদ্বেগ জানিয়েছে কেন্দ্রীয় ব্যাংক। খাতসংশ্লিষ্টদের সতর্ক করা হয়েছে। নিবন্ধন ছাড়া নেওয়া বৈদেশিক ঋণের তথ্য গোপন রাখায় ঝুঁকিতে পড়ছে সামষ্টিক অর্থনীতি। বিষয়টি নিয়ে উদ্বেগ জানিয়েছে কেন্দ্রীয় ব্যাংক। খাতসংশ্লিষ্টদের সতর্ক করা হয়েছে। <box>779 133 954 262</box>
body-subhead: কী কী তথ্য দিতে হবে : <box>779 265 856 275</box>
body-paragraph: তদন্ত কর্মকর্তা জানান, অভিযুক্তদের শনাক্ত করে আইনের আওতায় আনার প্রক্রিয়া চলছে। চাঁদাবাজির সাথে জড়িত কাউকে ছাড় দেওয়া হবে না বলে প্রশাসনের পক্ষ থেকে জানানো হয়েছে। তদন্ত কর্মকর্তা জানান, অভিযুক্তদের শনাক্ত করে আইনের আওতায় আনার প্রক্রিয়া চলছে। চাঁদাবাজির সাথে জড়িত কাউকে ছাড় দেওয়া হবে না বলে প্রশাসনের পক্ষ থেকে জানানো হয়েছে। তদন্ত কর্মকর্তা জানান, অভিযুক্তদের শনাক্ত করে আইনের আওতায় আনার প্রক্রিয়া চলছে। চাঁদাবাজির সাথে জড়িত কাউকে ছাড় দেওয়া হবে না বলে প্রশাসনের পক্ষ থেকে জানানো হয়েছে। তদন্ত কর্মকর্তা জানান, অভিযুক্তদের শনাক্ত করে আইনের আওতায় আনার প্রক্রিয়া চলছে। চাঁদাবাজির সাথে জড়িত কাউকে ছাড় দেওয়া হবে না বলে প্রশাসনের পক্ষ থেকে জানানো হয়েছে। তদন্ত কর্মকর্তা জানান, অভিযুক্তদের শনাক্ত করে আইনের আওতায় আনার প্রক্রিয়া চলছে। চাঁদাবাজির সাথে জড়িত কাউকে ছাড় দেওয়া হবে না বলে প্রশাসনের পক্ষ থেকে জানানো হয়েছে। তদন্ত কর্মকর্তা জানান, অভিযুক্তদের শনাক্ত করে আইনের আওতায় আনার প্রক্রিয়া চলছে। চাঁদাবাজির সাথে জড়িত কাউকে ছাড় দেওয়া হবে না বলে প্রশাসনের পক্ষ থেকে জানানো হয়েছে। তদন্ত কর্মকর্তা জানান, অভিযুক্তদের শনাক্ত করে আইনের আওতায় আনার প্রক্রিয়া চলছে। চাঁদাবাজির সাথে জড়িত কাউকে ছাড় দেওয়া হবে না বলে প্রশাসনের পক্ষ থেকে জানানো হয়েছে। তদন্ত কর্মকর্তা জানান, অভিযুক্তদের শনাক্ত করে আইনের আওতায় আনার প্রক্রিয়া চলছে। চাঁদাবাজির সাথে জড়িত কাউকে ছাড় দেওয়া হবে না বলে প্রশাসনের পক্ষ থেকে জানানো হয়েছে। তদন্ত কর্মকর্তা জানান, অভিযুক্তদের শনাক্ত করে আইনের আওতায় আনার প্রক্রিয়া চলছে। চাঁদাবাজির সাথে জড়িত কাউকে ছাড় দেওয়া হবে না বলে প্রশাসনের পক্ষ থেকে জানানো হয়েছে। তদন্ত কর্মকর্তা জানান, অভিযুক্তদের শনাক্ত করে আইনের আওতায় আনার প্রক্রিয়া চলছে। চাঁদাবাজির সাথে জড়িত কাউকে ছাড় দেওয়া হবে না বলে প্রশাসনের পক্ষ থেকে জানানো হয়েছে। তদন্ত কর্মকর্তা জানান, অভিযুক্তদের শনাক্ত করে আইনের আওতায় আনার প্রক্রিয়া চলছে। চাঁদাবাজির সাথে জড়িত কাউকে ছাড় দেওয়া হবে না বলে প্রশাসনের পক্ষ থেকে জানানো হয়েছে। তদন্ত কর্মকর্তা জানান, অভিযুক্তদের শনাক্ত করে আইনের আওতায় আনার প্রক্রিয়া চলছে। চাঁদাবাজির সাথে জড়িত কাউকে ছাড় দেওয়া হবে না বলে প্রশাসনের পক্ষ থেকে জানানো হয়েছে। তদন্ত কর্মকর্তা জানান, অভিযুক্তদের শনাক্ত করে আইনের আওতায় আনার প্রক্রিয়া চলছে। চাঁদাবাজির সাথে জড়িত কাউকে ছাড় দেওয়া হবে না বলে প্রশাসনের পক্ষ থেকে জানানো হয়েছে। <box>208 1154 383 1773</box>
article-body <box>779 787 1141 2348</box>
body-paragraph: ১৯৮৩ সালের টাইমস অব পরবর্তী বিভিন্ন সময়ে প্রণীত আইন ও বিধিমালা যুগোপযোগী করার পরামর্শ দেওয়া হয়েছে। নাগরিক সেবা সহজ করতে প্রয়োজনীয় সংস্কারের কথাও বলা হয়। ১৯৮৩ সালের টাইমস অব পরবর্তী বিভিন্ন সময়ে প্রণীত আইন ও বিধিমালা যুগোপযোগী করার পরামর্শ দেওয়া হয়েছে। নাগরিক সেবা সহজ করতে প্রয়োজনীয় সংস্কারের কথাও বলা হয়। ১৯৮৩ সালের টাইমস অব পরবর্তী বিভিন্ন সময়ে প্রণীত আইন ও বিধিমালা যুগোপযোগী করার পরামর্শ দেওয়া হয়েছে। নাগরিক সেবা সহজ করতে প্রয়োজনীয় সংস্কারের কথাও বলা হয়। <box>20 133 383 552</box>
body-paragraph: দক্ষতা, অভিজ্ঞতা ও সততার ভিত্তিতে জনবল নিয়োগ দিতে হবে। স্থানীয় সরকার প্রতিষ্ঠানগুলোকে শক্তিশালী করতে বাস্তবসম্মত পরিকল্পনা গ্রহণের বিকল্প নেই বলে মনে করেন সংশ্লিষ্টরা। জেলা ও উপজেলা পর্যায়ে সমন্বিত উদ্যোগ নিতে হবে। দক্ষতা, অভিজ্ঞতা ও সততার ভিত্তিতে জনবল নিয়োগ দিতে হবে। স্থানীয় সরকার প্রতিষ্ঠানগুলোকে শক্তিশালী করতে বাস্তবসম্মত পরিকল্পনা গ্রহণের বিকল্প নেই বলে মনে করেন সংশ্লিষ্টরা। জেলা ও উপজেলা পর্যায়ে সমন্বিত উদ্যোগ নিতে হবে। দক্ষতা, অভিজ্ঞতা ও সততার ভিত্তিতে জনবল নিয়োগ দিতে হবে। স্থানীয় সরকার প্রতিষ্ঠানগুলোকে শক্তিশালী করতে বাস্তবসম্মত পরিকল্পনা গ্রহণের বিকল্প নেই বলে মনে করেন সংশ্লিষ্টরা। জেলা ও উপজেলা পর্যায়ে সমন্বিত উদ্যোগ নিতে হবে। <box>20 133 195 311</box>
body-paragraph: সকালে সড়কে গাছ ফেলে যান চলাচলে বাধা সৃষ্টি করা হয়। এ সময় দূরপাল্লার যানবাহনে ভাঙচুরের ঘটনাও ঘটে। প্রশাসন অতিরিক্ত ফোর্স মোতায়েন করে পরিস্থিতি স্বাভাবিক করে। সকালে সড়কে গাছ ফেলে যান চলাচলে বাধা সৃষ্টি করা হয়। এ সময় দূরপাল্লার যানবাহনে ভাঙচুরের ঘটনাও ঘটে। প্রশাসন অতিরিক্ত ফোর্স মোতায়েন করে পরিস্থিতি স্বাভাবিক করে। সকালে সড়কে গাছ ফেলে যান চলাচলে বাধা সৃষ্টি করা হয়। এ সময় দূরপাল্লার যানবাহনে ভাঙচুরের ঘটনাও ঘটে। প্রশাসন অতিরিক্ত ফোর্স মোতায়েন করে পরিস্থিতি স্বাভাবিক করে। সকালে সড়কে গাছ ফেলে যান চলাচলে বাধা সৃষ্টি করা হয়। এ সময় দূরপাল্লার যানবাহনে ভাঙচুরের ঘটনাও ঘটে। প্রশাসন অতিরিক্ত ফোর্স মোতায়েন করে পরিস্থিতি স্বাভাবিক করে। সকালে সড়কে গাছ ফেলে যান চলাচলে বাধা সৃষ্টি করা হয়। এ সময় দূরপাল্লার যানবাহনে ভাঙচুরের ঘটনাও ঘটে। প্রশাসন অতিরিক্ত ফোর্স মোতায়েন করে পরিস্থিতি স্বাভাবিক করে। সকালে সড়কে গাছ ফেলে যান চলাচলে বাধা সৃষ্টি করা হয়। এ সময় দূরপাল্লার যানবাহনে ভাঙচুরের ঘটনাও ঘটে। প্রশাসন অতিরিক্ত ফোর্স মোতায়েন করে পরিস্থিতি স্বাভাবিক করে। সকালে সড়কে গাছ ফেলে যান চলাচলে বাধা সৃষ্টি করা হয়। এ সময় দূরপাল্লার যানবাহনে ভাঙচুরের ঘটনাও ঘটে। প্রশাসন অতিরিক্ত ফোর্স মোতায়েন করে পরিস্থিতি স্বাভাবিক করে। সকালে সড়কে গাছ ফেলে যান চলাচলে বাধা সৃষ্টি করা হয়। এ সময় দূরপাল্লার যানবাহনে ভাঙচুরের ঘটনাও ঘটে। প্রশাসন অতিরিক্ত ফোর্স মোতায়েন করে পরিস্থিতি স্বাভাবিক করে। সকালে সড়কে গাছ ফেলে যান চলাচলে বাধা সৃষ্টি করা হয়। এ সময় দূরপাল্লার যানবাহনে ভাঙচুরের ঘটনাও ঘটে। প্রশাসন অতিরিক্ত ফোর্স মোতায়েন করে পরিস্থিতি স্বাভাবিক করে। <box>587 1162 762 1567</box>
article-khagrachari-blockade <box>1158 80 1520 1585</box>
body-subhead: বাস্তবসম্মত আইন ও বিধি প্রণয়ন : <box>20 481 136 492</box>
article-election-resistance <box>20 704 382 1001</box>
article-body <box>779 499 1141 719</box>
article-osmani-medical <box>1158 1593 1520 2351</box>
article-body <box>1158 1648 1520 2351</box>
headline: বেসরকারি খাতে গোপন বৈদেশিক <box>811 84 1109 110</box>
article-yunus-ziaur <box>400 80 761 506</box>
paper-name: নয়া দিগন্ত <box>13 7 136 43</box>
continuation-note: ১ম পৃষ্ঠার পর <box>934 767 987 779</box>
article-economy-squeeze <box>779 727 1141 2348</box>
body-paragraph: অতিদ্রুত একটি কেন্দ্রীয় পর্যবেক্ষণ সেল গঠনের প্রস্তাব দেওয়া হয়েছে, যা মাঠপর্যায়ের প্রতিষ্ঠানগুলোর কার্যক্রম নিয়মিত পর্যালোচনা করবে এবং প্রয়োজনীয় নির্দেশনা দেবে। অতিদ্রুত একটি কেন্দ্রীয় পর্যবেক্ষণ সেল গঠনের প্রস্তাব দেওয়া হয়েছে, যা মাঠপর্যায়ের প্রতিষ্ঠানগুলোর কার্যক্রম নিয়মিত পর্যালোচনা করবে এবং প্রয়োজনীয় নির্দেশনা দেবে। অতিদ্রুত একটি কেন্দ্রীয় পর্যবেক্ষণ সেল গঠনের প্রস্তাব দেওয়া হয়েছে, যা মাঠপর্যায়ের প্রতিষ্ঠানগুলোর কার্যক্রম নিয়মিত পর্যালোচনা করবে এবং প্রয়োজনীয় নির্দেশনা দেবে। অতিদ্রুত একটি কেন্দ্রীয় পর্যবেক্ষণ সেল গঠনের প্রস্তাব দেওয়া হয়েছে, যা মাঠপর্যায়ের প্রতিষ্ঠানগুলোর কার্যক্রম নিয়মিত পর্যালোচনা করবে এবং প্রয়োজনীয় নির্দেশনা দেবে। <box>208 363 383 540</box>
body-subhead: আইএসপিআরের বক্তব্য <box>1204 722 1288 733</box>
article-body <box>400 134 761 506</box>
body-paragraph: খেলাপি ঋণের ক্রমবর্ধমান চাপ ব্যাংক খাতকে দুর্বল করে দিচ্ছে। উচ্চ মূল্যস্ফীতি, ডলার সঙ্কট ও রাজস্ব ঘাটতির কারণে অর্থনীতিতে অস্বস্তি বাড়ছে বলে মনে করছেন বিশ্লেষকরা। চলতি বছরে খেলাপি ঋণ বেড়ে দাঁড়িয়েছে মোট ঋণের প্রায় ২৪ দশমিক ১৩ শতাংশে। খেলাপি ঋণের ক্রমবর্ধমান চাপ ব্যাংক খাতকে দুর্বল করে দিচ্ছে। উচ্চ মূল্যস্ফীতি, ডলার সঙ্কট ও রাজস্ব ঘাটতির কারণে অর্থনীতিতে অস্বস্তি বাড়ছে বলে মনে করছেন বিশ্লেষকরা। চলতি বছরে খেলাপি ঋণ বেড়ে দাঁড়িয়েছে মোট ঋণের প্রায় ২৪ দশমিক ১৩ শতাংশে। খেলাপি ঋণের ক্রমবর্ধমান চাপ ব্যাংক খাতকে দুর্বল করে দিচ্ছে। উচ্চ মূল্যস্ফীতি, ডলার সঙ্কট ও রাজস্ব ঘাটতির কারণে অর্থনীতিতে অস্বস্তি বাড়ছে বলে মনে করছেন বিশ্লেষকরা। চলতি বছরে খেলাপি ঋণ বেড়ে দাঁড়িয়েছে মোট ঋণের প্রায় ২৪ দশমিক ১৩ শতাংশে। খেলাপি ঋণের ক্রমবর্ধমান চাপ ব্যাংক খাতকে দুর্বল করে দিচ্ছে। উচ্চ মূল্যস্ফীতি, ডলার সঙ্কট ও রাজস্ব ঘাটতির কারণে অর্থনীতিতে অস্বস্তি বাড়ছে বলে মনে করছেন বিশ্লেষকরা। চলতি বছরে খেলাপি ঋণ বেড়ে দাঁড়িয়েছে মোট ঋণের প্রায় ২৪ দশমিক ১৩ শতাংশে। খেলাপি ঋণের ক্রমবর্ধমান চাপ ব্যাংক খাতকে দুর্বল করে দিচ্ছে। উচ্চ মূল্যস্ফীতি, ডলার সঙ্কট ও রাজস্ব ঘাটতির কারণে অর্থনীতিতে অস্বস্তি বাড়ছে বলে মনে করছেন বিশ্লেষকরা। চলতি বছরে খেলাপি ঋণ বেড়ে দাঁড়িয়েছে মোট ঋণের প্রায় ২৪ দশমিক ১৩ শতাংশে। খেলাপি ঋণের ক্রমবর্ধমান চাপ ব্যাংক খাতকে দুর্বল করে দিচ্ছে। উচ্চ মূল্যস্ফীতি, ডলার সঙ্কট ও রাজস্ব ঘাটতির কারণে অর্থনীতিতে অস্বস্তি বাড়ছে বলে মনে করছেন বিশ্লেষকরা। চলতি বছরে খেলাপি ঋণ বেড়ে দাঁড়িয়েছে মোট ঋণের প্রায় ২৪ দশমিক ১৩ শতাংশে। খেলাপি ঋণের ক্রমবর্ধমান চাপ ব্যাংক খাতকে দুর্বল করে দিচ্ছে। উচ্চ মূল্যস্ফীতি, ডলার সঙ্কট ও রাজস্ব ঘাটতির কারণে অর্থনীতিতে অস্বস্তি বাড়ছে বলে মনে করছেন বিশ্লেষকরা। চলতি বছরে খেলাপি ঋণ বেড়ে দাঁড়িয়েছে মোট ঋণের প্রায় ২৪ দশমিক ১৩ শতাংশে। খেলাপি ঋণের ক্রমবর্ধমান চাপ ব্যাংক খাতকে দুর্বল করে দিচ্ছে। উচ্চ মূল্যস্ফীতি, ডলার সঙ্কট ও রাজস্ব ঘাটতির কারণে অর্থনীতিতে অস্বস্তি বাড়ছে বলে মনে করছেন বিশ্লেষকরা। চলতি বছরে খেলাপি ঋণ বেড়ে দাঁড়িয়েছে মোট ঋণের প্রায় ২৪ দশমিক ১৩ শতাংশে। খেলাপি ঋণের ক্রমবর্ধমান চাপ ব্যাংক খাতকে দুর্বল করে দিচ্ছে। উচ্চ মূল্যস্ফীতি, ডলার সঙ্কট ও রাজস্ব ঘাটতির কারণে অর্থনীতিতে অস্বস্তি বাড়ছে বলে মনে করছেন বিশ্লেষকরা। চলতি বছরে খেলাপি ঋণ বেড়ে দাঁড়িয়েছে মোট ঋণের প্রায় ২৪ দশমিক ১৩ শতাংশে। খেলাপি ঋণের ক্রমবর্ধমান চাপ ব্যাংক খাতকে দুর্বল করে দিচ্ছে। উচ্চ মূল্যস্ফীতি, ডলার সঙ্কট ও রাজস্ব ঘাটতির কারণে অর্থনীতিতে অস্বস্তি বাড়ছে বলে মনে করছেন বিশ্লেষকরা। চলতি বছরে খেলাপি ঋণ বেড়ে দাঁড়িয়েছে মোট ঋণের প্রায় ২৪ দশমিক ১৩ শতাংশে। খেলাপি ঋণের ক্রমবর্ধমান চাপ ব্যাংক খাতকে দুর্বল করে দিচ্ছে। উচ্চ মূল্যস্ফীতি, ডলার সঙ্কট ও রাজস্ব ঘাটতির কারণে অর্থনীতিতে অস্বস্তি বাড়ছে বলে মনে করছেন বিশ্লেষকরা। চলতি বছরে খেলাপি ঋণ বেড়ে দাঁড়িয়েছে মোট ঋণের প্রায় ২৪ দশমিক ১৩ শতাংশে। খেলাপি ঋণের ক্রমবর্ধমান চাপ ব্যাংক খাতকে দুর্বল করে দিচ্ছে। উচ্চ মূল্যস্ফীতি, ডলার সঙ্কট ও রাজস্ব ঘাটতির কারণে অর্থনীতিতে অস্বস্তি বাড়ছে বলে মনে করছেন বিশ্লেষকরা। চলতি বছরে খেলাপি ঋণ বেড়ে দাঁড়িয়েছে মোট ঋণের প্রায় ২৪ দশমিক ১৩ শতাংশে। খেলাপি ঋণের ক্রমবর্ধমান চাপ ব্যাংক খাতকে দুর্বল করে দিচ্ছে। উচ্চ মূল্যস্ফীতি, ডলার সঙ্কট ও রাজস্ব ঘাটতির কারণে অর্থনীতিতে অস্বস্তি বাড়ছে বলে মনে করছেন বিশ্লেষকরা। চলতি বছরে খেলাপি ঋণ বেড়ে দাঁড়িয়েছে মোট ঋণের প্রায় ২৪ দশমিক ১৩ শতাংশে। খেলাপি ঋণের ক্রমবর্ধমান চাপ ব্যাংক খাতকে দুর্বল করে দিচ্ছে। উচ্চ মূল্যস্ফীতি, ডলার সঙ্কট ও রাজস্ব ঘাটতির কারণে অর্থনীতিতে অস্বস্তি বাড়ছে বলে মনে করছেন বিশ্লেষকরা। চলতি বছরে খেলাপি ঋণ বেড়ে দাঁড়িয়েছে মোট ঋণের প্রায় ২৪ দশমিক ১৩ শতাংশে। <box>779 787 1141 1609</box>
continuation-note: ১ম পৃষ্ঠার পর <box>1313 1628 1366 1640</box>
article-body <box>20 1069 382 2238</box>
body-subhead: ১৯ এপ্রিল ২০২৫ : <box>400 1519 466 1530</box>
body-subhead: ২৯ জুন ২০২৫ : <box>587 850 645 861</box>
article-extortion <box>20 1009 382 2238</box>
body-paragraph: এখনো নির্বাচন বানচালের ষড়যন্ত্র চলছে অভিযোগ করে নেতারা বলেন, ফেব্রুয়ারিতে ঘোষিত সময়েই জাতীয় নির্বাচন অনুষ্ঠিত হবে। ষড়যন্ত্রকারীদের রাজপথেই প্রতিহত করা হবে বলে হুঁশিয়ারি দেন তারা। নেতাকর্মীদের সতর্ক থাকার আহ্বানও জানানো হয়। এখনো নির্বাচন বানচালের ষড়যন্ত্র চলছে অভিযোগ করে নেতারা বলেন, ফেব্রুয়ারিতে ঘোষিত সময়েই জাতীয় নির্বাচন অনুষ্ঠিত হবে। ষড়যন্ত্রকারীদের রাজপথেই প্রতিহত করা হবে বলে হুঁশিয়ারি দেন তারা। নেতাকর্মীদের সতর্ক থাকার আহ্বানও জানানো হয়। এখনো নির্বাচন বানচালের ষড়যন্ত্র চলছে অভিযোগ করে নেতারা বলেন, ফেব্রুয়ারিতে ঘোষিত সময়েই জাতীয় নির্বাচন অনুষ্ঠিত হবে। ষড়যন্ত্রকারীদের রাজপথেই প্রতিহত করা হবে বলে হুঁশিয়ারি দেন তারা। নেতাকর্মীদের সতর্ক থাকার আহ্বানও জানানো হয়। এখনো নির্বাচন বানচালের ষড়যন্ত্র চলছে অভিযোগ করে নেতারা বলেন, ফেব্রুয়ারিতে ঘোষিত সময়েই জাতীয় নির্বাচন অনুষ্ঠিত হবে। ষড়যন্ত্রকারীদের রাজপথেই প্রতিহত করা হবে বলে হুঁশিয়ারি দেন তারা। নেতাকর্মীদের সতর্ক থাকার আহ্বানও জানানো হয়। এখনো নির্বাচন বানচালের ষড়যন্ত্র চলছে অভিযোগ করে নেতারা বলেন, ফেব্রুয়ারিতে ঘোষিত সময়েই জাতীয় নির্বাচন অনুষ্ঠিত হবে। ষড়যন্ত্রকারীদের রাজপথেই প্রতিহত করা হবে বলে হুঁশিয়ারি দেন তারা। নেতাকর্মীদের সতর্ক থাকার আহ্বানও জানানো হয়। এখনো নির্বাচন বানচালের ষড়যন্ত্র চলছে অভিযোগ করে নেতারা বলেন, ফেব্রুয়ারিতে ঘোষিত সময়েই জাতীয় নির্বাচন অনুষ্ঠিত হবে। ষড়যন্ত্রকারীদের রাজপথেই প্রতিহত করা হবে বলে হুঁশিয়ারি দেন তারা। নেতাকর্মীদের সতর্ক থাকার আহ্বানও জানানো হয়। এখনো নির্বাচন বানচালের ষড়যন্ত্র চলছে অভিযোগ করে নেতারা বলেন, ফেব্রুয়ারিতে ঘোষিত সময়েই জাতীয় নির্বাচন অনুষ্ঠিত হবে। ষড়যন্ত্রকারীদের রাজপথেই প্রতিহত করা হবে বলে হুঁশিয়ারি দেন তারা। নেতাকর্মীদের সতর্ক থাকার আহ্বানও জানানো হয়। <box>20 740 383 965</box>
body-paragraph: প্রতিটি কর্মকর্তা-কর্মচারীর দায়িত্ব সুনির্দিষ্ট করে কাজের মূল্যায়নের ব্যবস্থা করতে হবে। জবাবদিহিতা নিশ্চিত হলে সেবার মান বাড়বে বলে মনে করেন বিশেষজ্ঞরা। প্রতিটি কর্মকর্তা-কর্মচারীর দায়িত্ব সুনির্দিষ্ট করে কাজের মূল্যায়নের ব্যবস্থা করতে হবে। জবাবদিহিতা নিশ্চিত হলে সেবার মান বাড়বে বলে মনে করেন বিশেষজ্ঞরা। প্রতিটি কর্মকর্তা-কর্মচারীর দায়িত্ব সুনির্দিষ্ট করে কাজের মূল্যায়নের ব্যবস্থা করতে হবে। জবাবদিহিতা নিশ্চিত হলে সেবার মান বাড়বে বলে মনে করেন বিশেষজ্ঞরা। <box>208 230 383 348</box>
article-body <box>779 132 1141 435</box>
body-subhead: শাস্তির বিধান : <box>966 194 1016 203</box>
headline: সিলেট ওসমানী মেডিক্যালে প্লাস্টার <box>1199 1603 1479 1625</box>
article-snapchat-meeting <box>779 443 1141 719</box>
body-paragraph: বিভিন্ন সময়ে সংগঠনটির বিরুদ্ধে হত্যা, অপহরণ ও মুক্তিপণ আদায়ের অভিযোগ উঠেছে। ভুক্তভোগী পরিবারগুলো নিরাপত্তাহীনতায় ভুগছে বলে জানা গেছে। বিভিন্ন সময়ে সংগঠনটির বিরুদ্ধে হত্যা, অপহরণ ও মুক্তিপণ আদায়ের অভিযোগ উঠেছে। ভুক্তভোগী পরিবারগুলো নিরাপত্তাহীনতায় ভুগছে বলে জানা গেছে। বিভিন্ন সময়ে সংগঠনটির বিরুদ্ধে হত্যা, অপহরণ ও মুক্তিপণ আদায়ের অভিযোগ উঠেছে। ভুক্তভোগী পরিবারগুলো নিরাপত্তাহীনতায় ভুগছে বলে জানা গেছে। বিভিন্ন সময়ে সংগঠনটির বিরুদ্ধে হত্যা, অপহরণ ও মুক্তিপণ আদায়ের অভিযোগ উঠেছে। ভুক্তভোগী পরিবারগুলো নিরাপত্তাহীনতায় ভুগছে বলে জানা গেছে। বিভিন্ন সময়ে সংগঠনটির বিরুদ্ধে হত্যা, অপহরণ ও মুক্তিপণ আদায়ের অভিযোগ উঠেছে। ভুক্তভোগী পরিবারগুলো নিরাপত্তাহীনতায় ভুগছে বলে জানা গেছে। বিভিন্ন সময়ে সংগঠনটির বিরুদ্ধে হত্যা, অপহরণ ও মুক্তিপণ আদায়ের অভিযোগ উঠেছে। ভুক্তভোগী পরিবারগুলো নিরাপত্তাহীনতায় ভুগছে বলে জানা গেছে। বিভিন্ন সময়ে সংগঠনটির বিরুদ্ধে হত্যা, অপহরণ ও মুক্তিপণ আদায়ের অভিযোগ উঠেছে। ভুক্তভোগী পরিবারগুলো নিরাপত্তাহীনতায় ভুগছে বলে জানা গেছে। বিভিন্ন সময়ে সংগঠনটির বিরুদ্ধে হত্যা, অপহরণ ও মুক্তিপণ আদায়ের অভিযোগ উঠেছে। ভুক্তভোগী পরিবারগুলো নিরাপত্তাহীনতায় ভুগছে বলে জানা গেছে। <box>400 1209 574 1518</box>
column-group-4 <box>1149 80 1529 2401</box>
body-subhead: মনিটরিং ও জবাবদিহিতা : <box>208 217 297 228</box>
paper-logo <box>13 8 185 74</box>
logo-swoosh-icon <box>13 39 185 74</box>
article-body <box>400 575 761 2336</box>
article-foreign-loans <box>779 80 1141 435</box>
headline: নির্বাচন বানচালকারীদের রাজপথেই প্রতিরোধ <box>22 714 380 737</box>
dateline: মঙ্গলবার ৩০ সেপ্টেম্বর ২০২৫, ১৫ আশ্বিন ১৪৩২ <box>703 24 945 38</box>
body-paragraph: প্রধান উপদেষ্টার সঙ্গে সৌজন্য সাক্ষাৎ করেছেন স্ন্যাপচ্যাটের সহপ্রতিষ্ঠাতা। বৈঠকে তরুণদের প্রযুক্তি দক্ষতা উন্নয়নে সহযোগিতার বিষয়ে আলোচনা হয়। বিনিয়োগ সম্ভাবনা নিয়েও মতবিনিময় হয়েছে বলে জানা গেছে। প্রধান উপদেষ্টার সঙ্গে সৌজন্য সাক্ষাৎ করেছেন স্ন্যাপচ্যাটের সহপ্রতিষ্ঠাতা। বৈঠকে তরুণদের প্রযুক্তি দক্ষতা উন্নয়নে সহযোগিতার বিষয়ে আলোচনা হয়। বিনিয়োগ সম্ভাবনা নিয়েও মতবিনিময় হয়েছে বলে জানা গেছে। প্রধান উপদেষ্টার সঙ্গে সৌজন্য সাক্ষাৎ করেছেন স্ন্যাপচ্যাটের সহপ্রতিষ্ঠাতা। বৈঠকে তরুণদের প্রযুক্তি দক্ষতা উন্নয়নে সহযোগিতার বিষয়ে আলোচনা হয়। বিনিয়োগ সম্ভাবনা নিয়েও মতবিনিময় হয়েছে বলে জানা গেছে। প্রধান উপদেষ্টার সঙ্গে সৌজন্য সাক্ষাৎ করেছেন স্ন্যাপচ্যাটের সহপ্রতিষ্ঠাতা। বৈঠকে তরুণদের প্রযুক্তি দক্ষতা উন্নয়নে সহযোগিতার বিষয়ে আলোচনা হয়। বিনিয়োগ সম্ভাবনা নিয়েও মতবিনিময় হয়েছে বলে জানা গেছে। প্রধান উপদেষ্টার সঙ্গে সৌজন্য সাক্ষাৎ করেছেন স্ন্যাপচ্যাটের সহপ্রতিষ্ঠাতা। বৈঠকে তরুণদের প্রযুক্তি দক্ষতা উন্নয়নে সহযোগিতার বিষয়ে আলোচনা হয়। বিনিয়োগ সম্ভাবনা নিয়েও মতবিনিময় হয়েছে বলে জানা গেছে। প্রধান উপদেষ্টার সঙ্গে সৌজন্য সাক্ষাৎ করেছেন স্ন্যাপচ্যাটের সহপ্রতিষ্ঠাতা। বৈঠকে তরুণদের প্রযুক্তি দক্ষতা উন্নয়নে সহযোগিতার বিষয়ে আলোচনা হয়। বিনিয়োগ সম্ভাবনা নিয়েও মতবিনিময় হয়েছে বলে জানা গেছে। <box>779 499 1141 664</box>
headline: প্রধান উপদেষ্টার সাথে স্ন্যাপচ্যাটের <box>824 453 1096 476</box>
headline: দুই কোটি টাকা চাঁদা <box>109 1018 293 1046</box>
page-number-badge: ১৩ <box>1463 10 1527 52</box>
headline: ড. ইউনূসের মধ্যে জিয়াউর <box>453 84 709 111</box>
body-paragraph: দুই গ্রুপের সংঘর্ষে এলাকায় আতঙ্ক ছড়িয়ে পড়ে। নিরাপত্তা বাহিনী অভিযান চালিয়ে পরিস্থিতি নিয়ন্ত্রণে আনে এবং বেশ কিছু অস্ত্র উদ্ধার করে। দুই গ্রুপের সংঘর্ষে এলাকায় আতঙ্ক ছড়িয়ে পড়ে। নিরাপত্তা বাহিনী অভিযান চালিয়ে পরিস্থিতি নিয়ন্ত্রণে আনে এবং বেশ কিছু অস্ত্র উদ্ধার করে। দুই গ্রুপের সংঘর্ষে এলাকায় আতঙ্ক ছড়িয়ে পড়ে। নিরাপত্তা বাহিনী অভিযান চালিয়ে পরিস্থিতি নিয়ন্ত্রণে আনে এবং বেশ কিছু অস্ত্র উদ্ধার করে। দুই গ্রুপের সংঘর্ষে এলাকায় আতঙ্ক ছড়িয়ে পড়ে। নিরাপত্তা বাহিনী অভিযান চালিয়ে পরিস্থিতি নিয়ন্ত্রণে আনে এবং বেশ কিছু অস্ত্র উদ্ধার করে। দুই গ্রুপের সংঘর্ষে এলাকায় আতঙ্ক ছড়িয়ে পড়ে। নিরাপত্তা বাহিনী অভিযান চালিয়ে পরিস্থিতি নিয়ন্ত্রণে আনে এবং বেশ কিছু অস্ত্র উদ্ধার করে। দুই গ্রুপের সংঘর্ষে এলাকায় আতঙ্ক ছড়িয়ে পড়ে। নিরাপত্তা বাহিনী অভিযান চালিয়ে পরিস্থিতি নিয়ন্ত্রণে আনে এবং বেশ কিছু অস্ত্র উদ্ধার করে। দুই গ্রুপের সংঘর্ষে এলাকায় আতঙ্ক ছড়িয়ে পড়ে। নিরাপত্তা বাহিনী অভিযান চালিয়ে পরিস্থিতি নিয়ন্ত্রণে আনে এবং বেশ কিছু অস্ত্র উদ্ধার করে। দুই গ্রুপের সংঘর্ষে এলাকায় আতঙ্ক ছড়িয়ে পড়ে। নিরাপত্তা বাহিনী অভিযান চালিয়ে পরিস্থিতি নিয়ন্ত্রণে আনে এবং বেশ কিছু অস্ত্র উদ্ধার করে। <box>587 863 762 1147</box>
body-paragraph: বিশেষজ্ঞরা বলছেন, সুশাসনের ঘাটতি দূর না হলে পরিস্থিতির উন্নতি হবে না। ব্যাংক খাত সংস্কারে দ্রুত কার্যকর পদক্ষেপ নেওয়ার তাগিদ দিয়েছেন তারা। আমানতকারীদের আস্থা ফেরাতে স্বচ্ছতা বাড়ানোর পরামর্শও এসেছে। বিশেষজ্ঞরা বলছেন, সুশাসনের ঘাটতি দূর না হলে পরিস্থিতির উন্নতি হবে না। ব্যাংক খাত সংস্কারে দ্রুত কার্যকর পদক্ষেপ নেওয়ার তাগিদ দিয়েছেন তারা। আমানতকারীদের আস্থা ফেরাতে স্বচ্ছতা বাড়ানোর পরামর্শও এসেছে। বিশেষজ্ঞরা বলছেন, সুশাসনের ঘাটতি দূর না হলে পরিস্থিতির উন্নতি হবে না। ব্যাংক খাত সংস্কারে দ্রুত কার্যকর পদক্ষেপ নেওয়ার তাগিদ দিয়েছেন তারা। আমানতকারীদের আস্থা ফেরাতে স্বচ্ছতা বাড়ানোর পরামর্শও এসেছে। বিশেষজ্ঞরা বলছেন, সুশাসনের ঘাটতি দূর না হলে পরিস্থিতির উন্নতি হবে না। ব্যাংক খাত সংস্কারে দ্রুত কার্যকর পদক্ষেপ নেওয়ার তাগিদ দিয়েছেন তারা। আমানতকারীদের আস্থা ফেরাতে স্বচ্ছতা বাড়ানোর পরামর্শও এসেছে। বিশেষজ্ঞরা বলছেন, সুশাসনের ঘাটতি দূর না হলে পরিস্থিতির উন্নতি হবে না। ব্যাংক খাত সংস্কারে দ্রুত কার্যকর পদক্ষেপ নেওয়ার তাগিদ দিয়েছেন তারা। আমানতকারীদের আস্থা ফেরাতে স্বচ্ছতা বাড়ানোর পরামর্শও এসেছে। বিশেষজ্ঞরা বলছেন, সুশাসনের ঘাটতি দূর না হলে পরিস্থিতির উন্নতি হবে না। ব্যাংক খাত সংস্কারে দ্রুত কার্যকর পদক্ষেপ নেওয়ার তাগিদ দিয়েছেন তারা। আমানতকারীদের আস্থা ফেরাতে স্বচ্ছতা বাড়ানোর পরামর্শও এসেছে। বিশেষজ্ঞরা বলছেন, সুশাসনের ঘাটতি দূর না হলে পরিস্থিতির উন্নতি হবে না। ব্যাংক খাত সংস্কারে দ্রুত কার্যকর পদক্ষেপ নেওয়ার তাগিদ দিয়েছেন তারা। আমানতকারীদের আস্থা ফেরাতে স্বচ্ছতা বাড়ানোর পরামর্শও এসেছে। বিশেষজ্ঞরা বলছেন, সুশাসনের ঘাটতি দূর না হলে পরিস্থিতির উন্নতি হবে না। ব্যাংক খাত সংস্কারে দ্রুত কার্যকর পদক্ষেপ নেওয়ার তাগিদ দিয়েছেন তারা। আমানতকারীদের আস্থা ফেরাতে স্বচ্ছতা বাড়ানোর পরামর্শও এসেছে। বিশেষজ্ঞরা বলছেন, সুশাসনের ঘাটতি দূর না হলে পরিস্থিতির উন্নতি হবে না। ব্যাংক খাত সংস্কারে দ্রুত কার্যকর পদক্ষেপ নেওয়ার তাগিদ দিয়েছেন তারা। আমানতকারীদের আস্থা ফেরাতে স্বচ্ছতা বাড়ানোর পরামর্শও এসেছে। বিশেষজ্ঞরা বলছেন, সুশাসনের ঘাটতি দূর না হলে পরিস্থিতির উন্নতি হবে না। ব্যাংক খাত সংস্কারে দ্রুত কার্যকর পদক্ষেপ নেওয়ার তাগিদ দিয়েছেন তারা। আমানতকারীদের আস্থা ফেরাতে স্বচ্ছতা বাড়ানোর পরামর্শও এসেছে। বিশেষজ্ঞরা বলছেন, সুশাসনের ঘাটতি দূর না হলে পরিস্থিতির উন্নতি হবে না। ব্যাংক খাত সংস্কারে দ্রুত কার্যকর পদক্ষেপ নেওয়ার তাগিদ দিয়েছেন তারা। আমানতকারীদের আস্থা ফেরাতে স্বচ্ছতা বাড়ানোর পরামর্শও এসেছে। বিশেষজ্ঞরা বলছেন, সুশাসনের ঘাটতি দূর না হলে পরিস্থিতির উন্নতি হবে না। ব্যাংক খাত সংস্কারে দ্রুত কার্যকর পদক্ষেপ নেওয়ার তাগিদ দিয়েছেন তারা। আমানতকারীদের আস্থা ফেরাতে স্বচ্ছতা বাড়ানোর পরামর্শও এসেছে। বিশেষজ্ঞরা বলছেন, সুশাসনের ঘাটতি দূর না হলে পরিস্থিতির উন্নতি হবে না। ব্যাংক খাত সংস্কারে দ্রুত কার্যকর পদক্ষেপ নেওয়ার তাগিদ দিয়েছেন তারা। আমানতকারীদের আস্থা ফেরাতে স্বচ্ছতা বাড়ানোর পরামর্শও এসেছে। বিশেষজ্ঞরা বলছেন, সুশাসনের ঘাটতি দূর না হলে পরিস্থিতির উন্নতি হবে না। ব্যাংক খাত সংস্কারে দ্রুত কার্যকর পদক্ষেপ নেওয়ার তাগিদ দিয়েছেন তারা। আমানতকারীদের আস্থা ফেরাতে স্বচ্ছতা বাড়ানোর পরামর্শও এসেছে। <box>966 860 1141 1610</box>
page-content <box>11 80 1529 2401</box>
